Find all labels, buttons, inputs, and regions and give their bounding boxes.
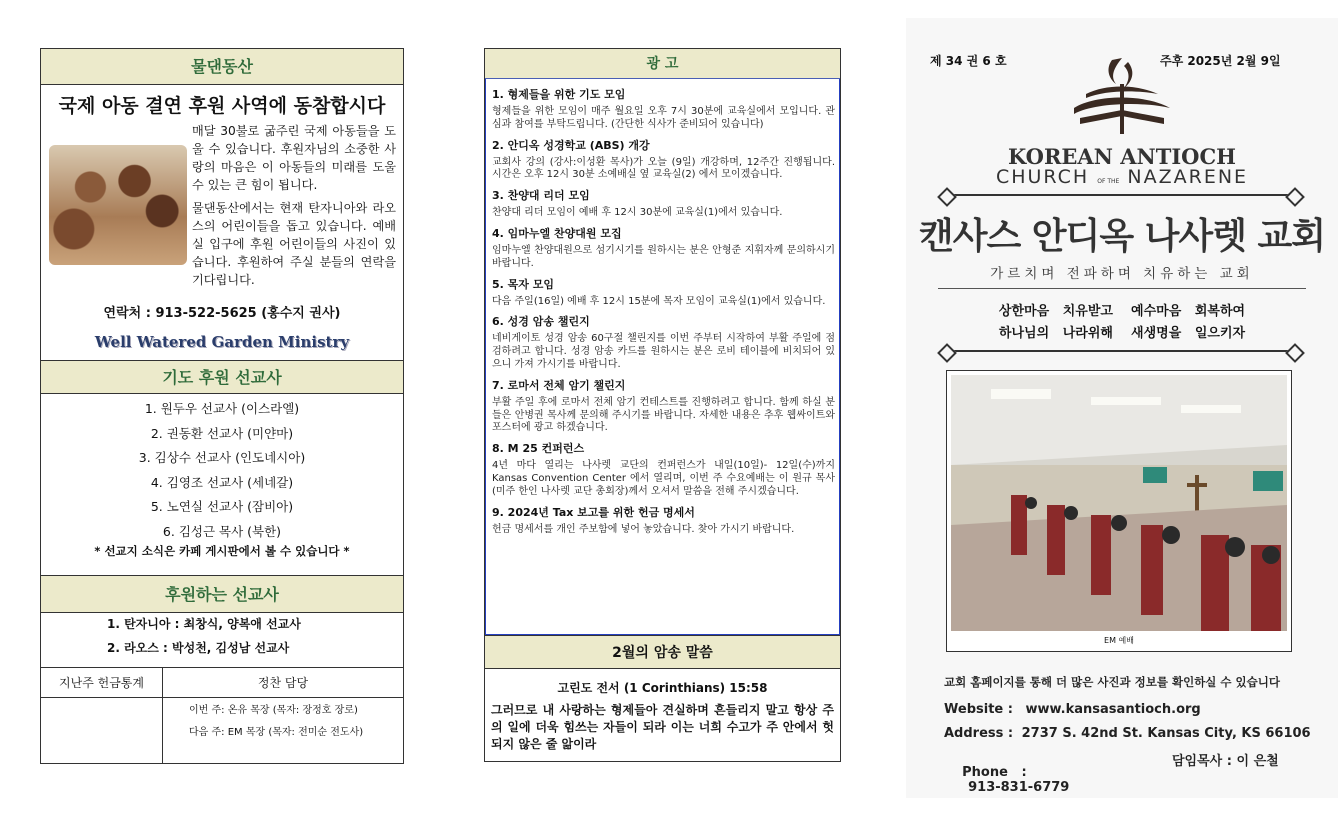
supported-1: 1. 탄자니아 : 최창식, 양복애 선교사: [107, 617, 301, 631]
list-item: 6. 김성근 목사 (북한): [162, 523, 282, 539]
list-item: 3. 김상수 선교사 (인도네시아): [138, 450, 306, 465]
left-panel: [40, 48, 404, 764]
website-row: Website : www.kansasantioch.org: [944, 702, 1201, 717]
announcement-item: 1. 형제들을 위한 기도 모임 형제들을 위한 모임이 매주 월요일 오후 7시 30분에 교육실에서 모입니다. 관심과 참여를 부탁드립니다. (간단한 식사가 준비되어 있습니다): [492, 88, 835, 130]
sponsor-para-1: 매달 30불로 굶주린 국제 아동들을 도울 수 있습니다. 후원자님의 소중한 사랑의 마음은 이 아동들의 미래를 도울 수 있는 큰 힘이 됩니다.: [192, 124, 396, 192]
sponsor-para-2: 물댄동산에서는 현재 탄자니아와 라오스의 어린이들을 돕고 있습니다. 예배실 입구에 후원 어린이들의 사진이 있습니다. 후원하여 주실 분들의 연락을 기다립니다.: [192, 201, 396, 287]
list-item: 5. 노연실 선교사 (잠비아): [150, 499, 294, 514]
em-worship-photo: [951, 375, 1287, 631]
volume-number: 제 34 권 6 호: [930, 54, 1007, 68]
church-logo-icon: [1066, 54, 1178, 140]
church-name-en-1: KOREAN ANTIOCH: [1007, 144, 1237, 169]
photo-caption: EM 예배: [1104, 636, 1134, 645]
announcements-header: 광 고: [485, 49, 840, 79]
offering-header: 지난주 헌금통계: [41, 668, 163, 698]
contact-info: 연락처 : 913-522-5625 (홍수지 권사): [103, 306, 341, 321]
photo-frame: [946, 370, 1292, 652]
pastor-name: 담임목사 : 이 은철: [1172, 754, 1279, 769]
ministry-name: Well Watered Garden Ministry: [94, 333, 350, 351]
announcement-list: [485, 79, 840, 635]
phone-row: Phone : 913-831-6779: [962, 765, 1070, 795]
announcement-item: 2. 안디옥 성경학교 (ABS) 개강 교회사 강의 (강사:이성환 목사)가 오늘 (9일) 개강하며, 12주간 진행됩니다. 시간은 오후 12시 30분 소예배실 옆 교육실(2) 에서 모이겠습니다.: [492, 138, 835, 181]
announcement-item: 4. 임마누엘 찬양대원 모집 임마누엘 찬양대원으로 섬기시기를 원하시는 분은 안형준 지휘자께 문의하시기 바랍니다.: [492, 226, 835, 269]
sponsor-title: 국제 아동 결연 후원 사역에 동참합시다: [58, 95, 386, 117]
announcement-item: 9. 2024년 Tax 보고를 위한 헌금 명세서 헌금 명세서를 개인 주보함에 넣어 놓았습니다. 찾아 가시기 바랍니다.: [492, 505, 795, 535]
motto-line: [938, 288, 1306, 289]
church-motto: 가르치며 전파하며 치유하는 교회: [990, 266, 1254, 282]
support-header: 후원하는 선교사: [41, 575, 403, 613]
phone-text: 913-831-6779: [968, 780, 1070, 795]
slogan-line-2: 하나님의 나라위해 새생명을 일으키자: [998, 326, 1246, 341]
ornament-divider: [946, 194, 1296, 196]
missionary-list: [41, 397, 403, 544]
supported-2: 2. 라오스 : 박성천, 김성남 선교사: [107, 641, 290, 655]
meal-cell: [163, 698, 404, 764]
list-item: 4. 김영조 선교사 (세네갈): [150, 474, 294, 490]
announcement-item: 8. M 25 컨퍼런스 4년 마다 열리는 나사렛 교단의 컨퍼런스가 내일(10일)- 12일(수)까지 Kansas Convention Center 에서 열리며, 이번 주 수요예배는 이 원규 목사(미주 한인 나사렛 교단 총회장)께서 오셔서 말씀을 전해 주시겠습니다.: [492, 442, 835, 497]
verse-reference: 고린도 전서 (1 Corinthians) 15:58: [557, 681, 768, 695]
mission-note: * 선교지 소식은 카페 게시판에서 볼 수 있습니다 *: [94, 544, 350, 558]
verse-header: 2월의 암송 말씀: [485, 635, 840, 669]
announcement-item: 6. 성경 암송 챌린지 네비게이토 성경 암송 60구절 챌린지를 이번 주부터 시작하여 부활 주일에 점검하려고 합니다. 성경 암송 카드를 원하시는 분은 로비 테이블에 비치되어 있으니 가져 가시기를 바랍니다.: [492, 315, 835, 370]
middle-panel: [484, 48, 841, 762]
announcement-item: 5. 목자 모임 다음 주일(16일) 예배 후 12시 15분에 목자 모임이 교육실(1)에서 있습니다.: [492, 277, 826, 307]
website-link[interactable]: www.kansasantioch.org: [1025, 702, 1201, 717]
offering-table: [40, 667, 404, 764]
offering-cell: [41, 698, 163, 764]
slogan-line-1: 상한마음 치유받고 예수마음 회복하여: [998, 304, 1246, 319]
address-row: Address : 2737 S. 42nd St. Kansas City, KS 66106: [944, 726, 1311, 741]
announcement-item: 3. 찬양대 리더 모임 찬양대 리더 모임이 예배 후 12시 30분에 교육실(1)에서 있습니다.: [492, 189, 783, 219]
verse-text: 그러므로 내 사랑하는 형제들아 견실하며 흔들리지 말고 항상 주의 일에 더욱 힘쓰는 자들이 되라 이는 너희 수고가 주 안에서 헛되지 않은 줄 앎이라: [491, 703, 834, 751]
ornament-divider: [946, 350, 1296, 352]
address-text: 2737 S. 42nd St. Kansas City, KS 66106: [1021, 726, 1311, 741]
church-name-kr: 캔사스 안디옥 나사렛 교회: [918, 216, 1326, 257]
meal-header: 정찬 담당: [163, 668, 404, 698]
meal-next-week: 다음 주: EM 목장 (목자: 전미순 전도사): [189, 727, 364, 738]
prayer-header: 기도 후원 선교사: [41, 360, 403, 394]
left-header: 물댄동산: [41, 49, 403, 85]
bulletin-date: 주후 2025년 2월 9일: [1160, 54, 1281, 68]
church-name-en-2: CHURCH OF THE NAZARENE: [995, 166, 1249, 188]
cover-panel: [906, 18, 1338, 798]
meal-this-week: 이번 주: 온유 목장 (목자: 장정호 장로): [189, 705, 358, 716]
announcement-item: 7. 로마서 전체 암기 챌린지 부활 주일 후에 로마서 전체 암기 컨테스트를 진행하려고 합니다. 함께 하실 분들은 안병권 목사께 문의해 주시기를 바랍니다. 자세한 내용은 추후 웹싸이트와 포스터에 광고 하겠습니다.: [492, 378, 835, 434]
list-item: 1. 원두우 선교사 (이스라엘): [144, 401, 300, 416]
list-item: 2. 권동환 선교사 (미얀마): [150, 425, 294, 441]
homepage-note: 교회 홈페이지를 통해 더 많은 사진과 정보를 확인하실 수 있습니다: [944, 675, 1280, 689]
children-photo: [49, 145, 187, 265]
